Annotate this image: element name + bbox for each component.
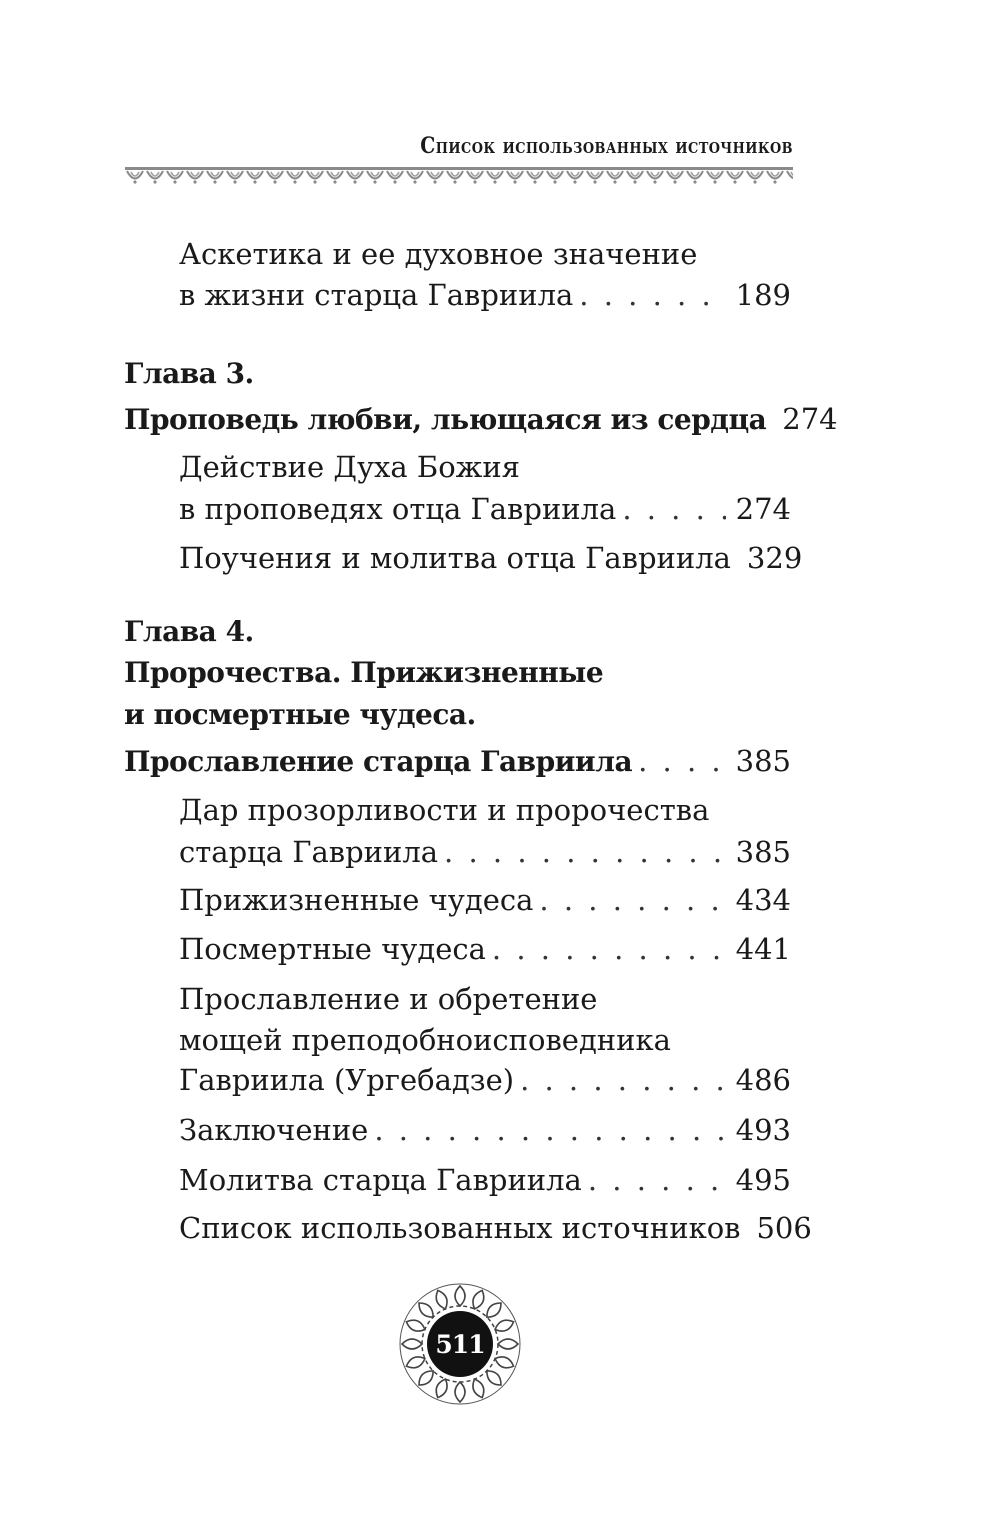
toc-entry-line: Действие Духа Божия [179, 450, 520, 484]
toc-entry-line: Прославление и обретение [179, 982, 598, 1016]
page-number-folio: 511 [435, 1329, 485, 1359]
page-number: 441 [735, 932, 791, 966]
page-number: 493 [735, 1113, 791, 1147]
toc-entry-title: Молитва старца Гавриила [179, 1163, 582, 1197]
toc-entry[interactable] [179, 1163, 791, 1197]
page-number: 495 [735, 1163, 791, 1197]
chapter-title: Прославление старца Гавриила [124, 745, 633, 778]
page-number: 274 [735, 492, 791, 526]
leader-dots [444, 835, 726, 869]
chapter-label: Глава 3. [124, 357, 254, 390]
leader-dots [579, 278, 725, 312]
page-number: 329 [746, 541, 803, 575]
page-number: 486 [735, 1063, 791, 1097]
running-head: Список использованных источников [420, 133, 793, 159]
toc-entry[interactable] [179, 541, 803, 575]
chapter-title: Проповедь любви, льющаяся из сердца [124, 403, 767, 436]
toc-chapter[interactable] [124, 744, 791, 779]
toc-entry-line: Аскетика и ее духовное значение [179, 237, 698, 271]
toc-entry[interactable] [179, 883, 791, 917]
leader-dots [520, 1063, 726, 1097]
ornament-band [125, 167, 793, 187]
leader-dots [492, 932, 726, 966]
toc-entry[interactable] [179, 492, 791, 526]
toc-chapter[interactable] [124, 402, 838, 437]
toc-entry-title: старца Гавриила [179, 835, 439, 869]
chapter-title-line: Пророчества. Прижизненные [124, 656, 604, 689]
leader-dots [638, 744, 726, 778]
page-number: 189 [735, 278, 791, 312]
leader-dots [588, 1163, 726, 1197]
leader-dots [622, 492, 725, 526]
toc-entry[interactable] [179, 1211, 812, 1245]
toc-entry-title: Посмертные чудеса [179, 932, 486, 966]
toc-entry-title: в проповедях отца Гавриила [179, 492, 617, 526]
toc-entry[interactable] [179, 278, 791, 312]
toc-entry-title: Прижизненные чудеса [179, 883, 534, 917]
page-number: 385 [735, 835, 791, 869]
toc-entry-title: Список использованных источников [179, 1211, 741, 1245]
toc-entry-title: Заключение [179, 1113, 369, 1147]
toc-entry-title: Поучения и молитва отца Гавриила [179, 541, 731, 575]
toc-entry[interactable] [179, 1063, 791, 1097]
toc-entry[interactable] [179, 932, 791, 966]
leader-dots [374, 1113, 725, 1147]
page-number: 385 [735, 744, 791, 778]
chapter-title-line: и посмертные чудеса. [124, 698, 476, 731]
page-number: 506 [756, 1211, 812, 1245]
toc-entry-title: в жизни старца Гавриила [179, 278, 574, 312]
toc-entry[interactable] [179, 835, 791, 869]
folio-medallion [398, 1282, 522, 1406]
toc-entry-line: Дар прозорливости и пророчества [179, 793, 710, 827]
chapter-label: Глава 4. [124, 615, 254, 648]
toc-entry-line: мощей преподобноисповедника [179, 1023, 671, 1057]
toc-entry[interactable] [179, 1113, 791, 1147]
page-number: 434 [735, 883, 791, 917]
toc-entry-title: Гавриила (Ургебадзе) [179, 1063, 515, 1097]
leader-dots [539, 883, 725, 917]
page-number: 274 [782, 402, 838, 436]
